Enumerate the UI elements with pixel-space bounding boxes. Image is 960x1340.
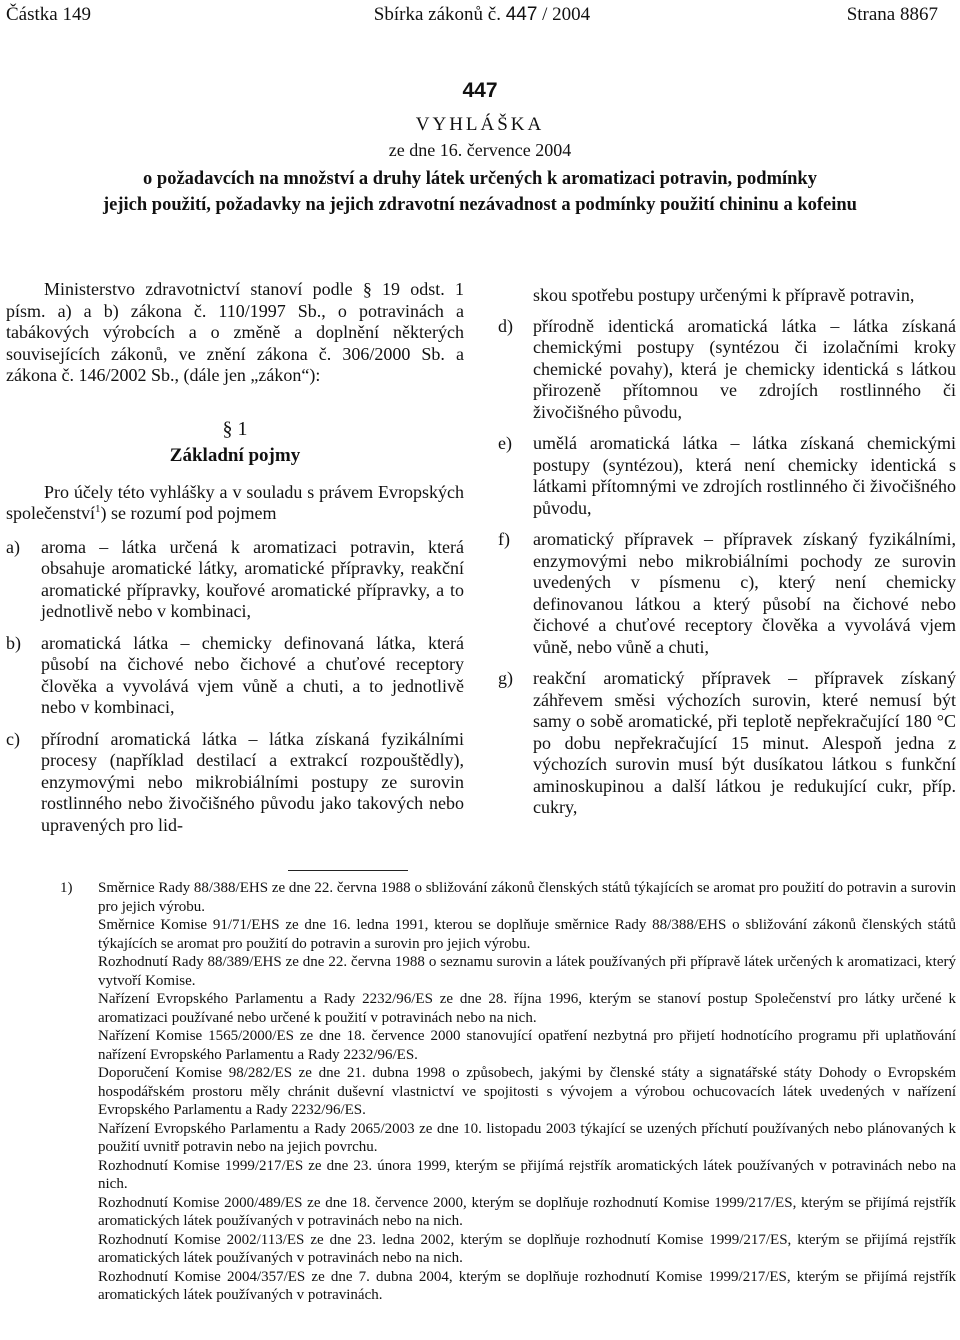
- footnote-entry: Rozhodnutí Komise 2002/113/ES ze dne 23. ledna 2002, kterým se doplňuje rozhodnutí Komise 1999/217/ES, kterým se přijímá rejstřík aromatických látek používaných v potravinách nebo na nich.: [98, 1231, 956, 1266]
- item-text: aromatická látka – chemicky definovaná látka, která působí na čichové nebo čichové a chuťové receptory člověka a vyvolává vjem vůně a chuti, a to jednotlivě nebo v kombinaci,: [41, 632, 464, 717]
- footnote-ref[interactable]: 1: [94, 503, 101, 515]
- item-text: umělá aromatická látka – látka získaná chemickými postupy (syntézou), která není chemicky identická s látkami přítomnými ve zdrojích rostlinného či živočišného původu,: [533, 433, 956, 518]
- item-label: b): [6, 632, 21, 653]
- item-label: d): [498, 315, 513, 336]
- item-text: aromatický přípravek – přípravek získaný fyzikálními, enzymovými nebo mikrobiálními pochody ze surovin uvedených v písmenu c), který není chemicky definovanou látkou a který působí na čichové nebo čichové a chuťové receptory člověka a vyvolává vjem vůně, nebo vůně a chuti,: [533, 529, 956, 657]
- item-text: přírodní aromatická látka – látka získaná fyzikálními procesy (například destilací a extrakcí rozpouštědly), enzymovými nebo mikrobiálními postupy ze surovin rostlinného nebo živočišného původu jako takových nebo upravených pro lid-: [41, 728, 464, 835]
- footnote-entry: Rozhodnutí Rady 88/389/EHS ze dne 22. června 1988 o seznamu surovin a látek používaných při přípravě látek určených k aromatizaci, který vytvoří Komise.: [98, 954, 956, 989]
- footnote-entry: Nařízení Evropského Parlamentu a Rady 2232/96/ES ze dne 28. října 1996, kterým se stanoví postup Společenství pro látky určené k aromatizaci používané nebo určené k použití v potravinách nebo na nich.: [98, 991, 956, 1026]
- footnote-entry: Směrnice Rady 88/388/EHS ze dne 22. června 1988 o sbližování zákonů členských států týkajících se aromat pro použití do potravin a surovin pro jejich výrobu.: [98, 880, 956, 915]
- regulation-number: 447: [462, 79, 498, 102]
- title-block: [0, 78, 960, 218]
- regulation-date: ze dne 16. července 2004: [388, 140, 572, 160]
- footnote-entry: Rozhodnutí Komise 2000/489/ES ze dne 18. července 2000, kterým se doplňuje rozhodnutí Komise 1999/217/ES, kterým se přijímá rejstřík aromatických látek používaných v potravinách nebo na nich.: [98, 1194, 956, 1229]
- issue-part: Částka 149: [6, 4, 91, 25]
- page-header: [6, 4, 938, 26]
- page-number: Strana 8867: [846, 4, 938, 25]
- regulation-subject: [0, 166, 960, 218]
- left-column: [6, 279, 464, 846]
- definition-item: [498, 433, 956, 519]
- footnote-label: 1): [60, 880, 73, 896]
- item-text: reakční aromatický přípravek – přípravek získaný záhřevem směsi výchozích surovin, které nemusí být samy o sobě aromatické, při teplotě nepřekračující 180 °C po dobu nepřekračující 15 minut. Alespoň jedna z výchozích surovin musí být dusíkatou látkou s funkční aminoskupinou a další látkou je redukující cukr, příp. cukry,: [533, 668, 956, 817]
- footnotes: [60, 879, 956, 1305]
- collection-title: [6, 4, 938, 26]
- purpose-text-end: ) se rozumí pod pojmem: [100, 503, 277, 523]
- item-label: e): [498, 433, 512, 453]
- definition-item: [6, 633, 464, 719]
- item-text: aroma – látka určená k aromatizaci potravin, která obsahuje aromatické látky, aromatické přípravky, reakční aromatické přípravky, kouřové aromatické přípravky, a to jednotlivě nebo v kombinaci,: [41, 536, 464, 621]
- footnote-entry: Rozhodnutí Komise 2004/357/ES ze dne 7. dubna 2004, kterým se doplňuje rozhodnutí Komise 1999/217/ES, kterým se přijímá rejstřík aromatických látek používaných v potravinách.: [98, 1268, 956, 1303]
- definition-item: [6, 729, 464, 837]
- footnote-divider: [288, 870, 408, 871]
- paragraph-number: § 1: [222, 417, 248, 440]
- definition-item: [6, 537, 464, 623]
- definition-item: [498, 668, 956, 819]
- item-label: a): [6, 536, 20, 557]
- item-label: f): [498, 529, 510, 549]
- item-continuation: skou spotřebu postupy určenými k přípravě potravin,: [533, 285, 915, 305]
- subject-line: o požadavcích na množství a druhy látek určených k aromatizaci potravin, podmínky: [143, 169, 817, 189]
- definition-item: [498, 316, 956, 424]
- purpose-text: Pro účely této vyhlášky a v souladu s právem Evropských společenství: [6, 481, 464, 523]
- section-header: [6, 417, 464, 468]
- right-column: [498, 285, 956, 829]
- item-label: g): [498, 668, 513, 688]
- footnote-entry: Nařízení Evropského Parlamentu a Rady 2065/2003 ze dne 10. listopadu 2003 týkající se uzených příchutí používaných nebo plánovaných k použití uvnitř potravin nebo na jejich povrchu.: [98, 1120, 956, 1155]
- collection-label: Sbírka zákonů č.: [373, 4, 501, 25]
- footnote-entry: Doporučení Komise 98/282/ES ze dne 21. dubna 1998 o způsobech, jakými by členské státy a signatářské státy Dohody o Evropském hospodářském prostoru měly chránit duševní vlastnictví ve spojitosti s vývojem a výrobou ochucovacích látek uvedených v nařízení Evropského Parlamentu a Rady 2232/96/ES.: [98, 1065, 956, 1118]
- footnote-entry: Nařízení Komise 1565/2000/ES ze dne 18. července 2000 stanovující opatření nezbytná pro přijetí hodnotícího programu při uplatňování nařízení Evropského Parlamentu a Rady 2232/96/ES.: [98, 1028, 956, 1063]
- item-text: přírodně identická aromatická látka – látka získaná chemickými postupy (syntézou či izolačními kroky chemické povahy), která je chemicky identická s látkou přirozeně přítomnou ve zdrojích rostlinného či živočišného původu,: [533, 315, 956, 422]
- preamble: Ministerstvo zdravotnictví stanoví podle § 19 odst. 1 písm. a) a b) zákona č. 110/1997 Sb., o potravinách a tabákových výrobcích a o změně a doplnění některých souvisejících zákonů, ve znění zákona č. 306/2000 Sb. a zákona č. 146/2002 Sb., (dále jen „zákon“):: [6, 279, 464, 385]
- collection-year: / 2004: [542, 4, 591, 25]
- collection-number: 447: [505, 4, 538, 25]
- section-heading: Základní pojmy: [169, 444, 301, 466]
- item-label: c): [6, 728, 20, 749]
- footnote-entry: Rozhodnutí Komise 1999/217/ES ze dne 23. února 1999, kterým se přijímá rejstřík aromatických látek používaných v potravinách nebo na nich.: [98, 1157, 956, 1192]
- definition-item: [498, 529, 956, 658]
- subject-line: jejich použití, požadavky na jejich zdravotní nezávadnost a podmínky použití chininu a kofeinu: [103, 195, 857, 215]
- footnote-entry: Směrnice Komise 91/71/EHS ze dne 16. ledna 1991, kterou se doplňuje směrnice Rady 88/388/EHS o sbližování zákonů členských států týkajících se aromat pro použití do potravin a surovin pro jejich výrobu.: [98, 917, 956, 952]
- purpose-statement: [6, 482, 464, 525]
- regulation-type: VYHLÁŠKA: [415, 114, 545, 135]
- footnote: [60, 879, 956, 1305]
